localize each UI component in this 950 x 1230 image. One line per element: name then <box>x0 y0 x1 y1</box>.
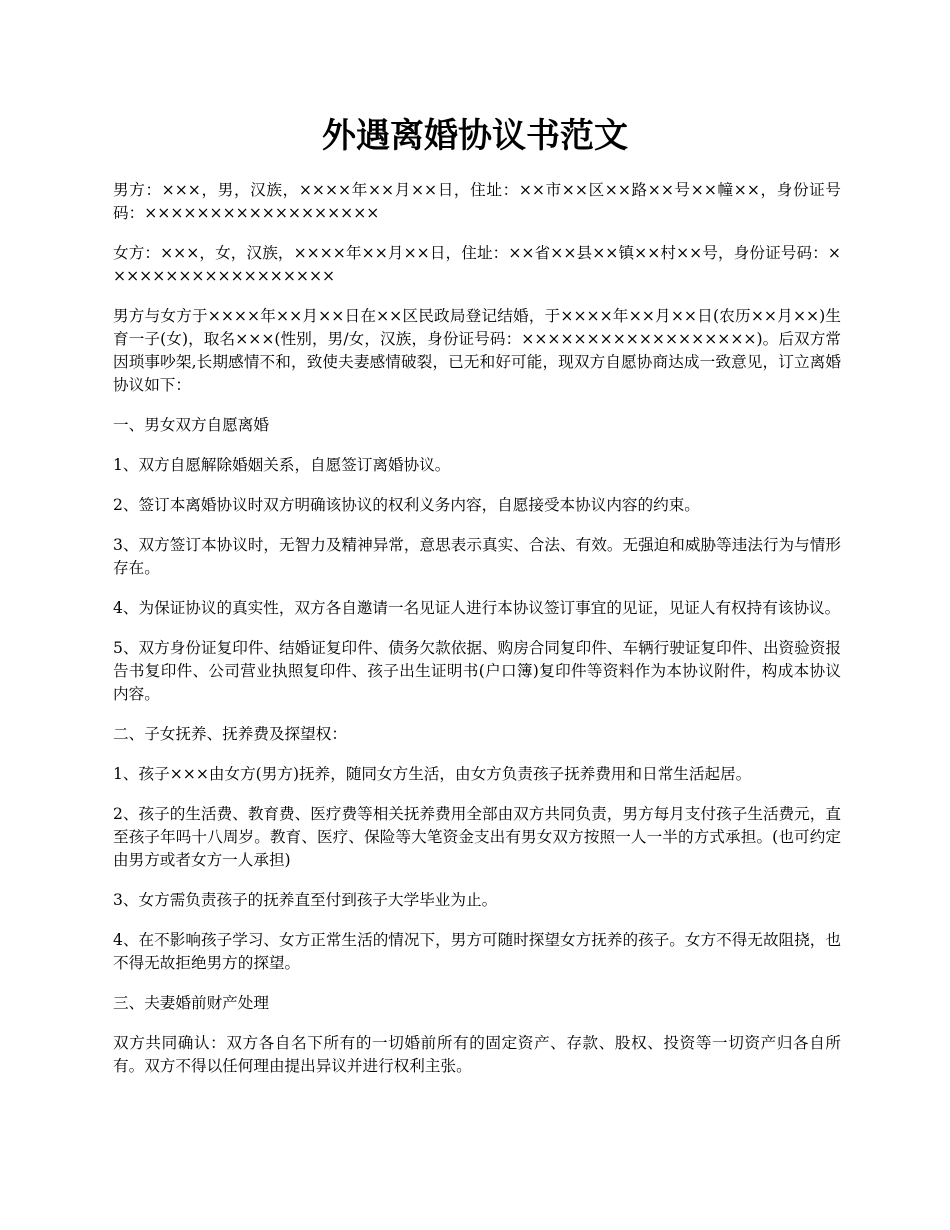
section-heading-custody: 二、子女抚养、抚养费及探望权： <box>113 725 347 743</box>
document-body <box>113 179 841 1095</box>
section-heading-divorce: 一、男女双方自愿离婚 <box>113 416 269 434</box>
clause-2-4: 4、在不影响孩子学习、女方正常生活的情况下，男方可随时探望女方抚养的孩子。女方不得无故阻挠，也不得无故拒绝男方的探望。 <box>113 931 841 972</box>
clause-1-2: 2、签订本离婚协议时双方明确该协议的权利义务内容，自愿接受本协议内容的约束。 <box>113 496 700 514</box>
clause-1-1: 1、双方自愿解除婚姻关系，自愿签订离婚协议。 <box>113 456 451 474</box>
paragraph-background: 男方与女方于××××年××月××日在××区民政局登记结婚，于××××年××月××日(农历××月××)生育一子(女)，取名×××(性别，男/女，汉族，身份证号码：××××××××××××××××××)。后双方常因琐事吵架,长期感情不和，致使夫妻感情破裂，已无和好可能，现双方自愿协商达成一致意见，订立离婚协议如下： <box>113 307 841 394</box>
paragraph-female-party: 女方：×××，女，汉族，××××年××月××日，住址：××省××县××镇××村××号，身份证号码：×××××××××××××××××× <box>113 244 841 285</box>
document-title: 外遇离婚协议书范文 <box>322 116 628 156</box>
clause-2-3: 3、女方需负责孩子的抚养直至付到孩子大学毕业为止。 <box>113 891 498 909</box>
clause-1-4: 4、为保证协议的真实性，双方各自邀请一名见证人进行本协议签订事宜的见证，见证人有权持有该协议。 <box>113 599 841 617</box>
clause-1-5: 5、双方身份证复印件、结婚证复印件、债务欠款依据、购房合同复印件、车辆行驶证复印件、出资验资报告书复印件、公司营业执照复印件、孩子出生证明书(户口簿)复印件等资料作为本协议附件，构成本协议内容。 <box>113 639 841 703</box>
clause-2-2: 2、孩子的生活费、教育费、医疗费等相关抚养费用全部由双方共同负责，男方每月支付孩子生活费元，直至孩子年吗十八周岁。教育、医疗、保险等大笔资金支出有男女双方按照一人一半的方式承担。(也可约定由男方或者女方一人承担) <box>113 805 841 869</box>
clause-1-3: 3、双方签订本协议时，无智力及精神异常，意思表示真实、合法、有效。无强迫和威胁等违法行为与情形存在。 <box>113 536 841 577</box>
paragraph-male-party: 男方：×××，男，汉族，××××年××月××日，住址：××市××区××路××号××幢××，身份证号码：×××××××××××××××××× <box>113 181 841 222</box>
clause-3-1: 双方共同确认：双方各自名下所有的一切婚前所有的固定资产、存款、股权、投资等一切资产归各自所有。双方不得以任何理由提出异议并进行权利主张。 <box>113 1034 841 1075</box>
section-heading-property: 三、夫妻婚前财产处理 <box>113 994 269 1012</box>
clause-2-1: 1、孩子×××由女方(男方)抚养，随同女方生活，由女方负责孩子抚养费用和日常生活起居。 <box>113 765 752 783</box>
